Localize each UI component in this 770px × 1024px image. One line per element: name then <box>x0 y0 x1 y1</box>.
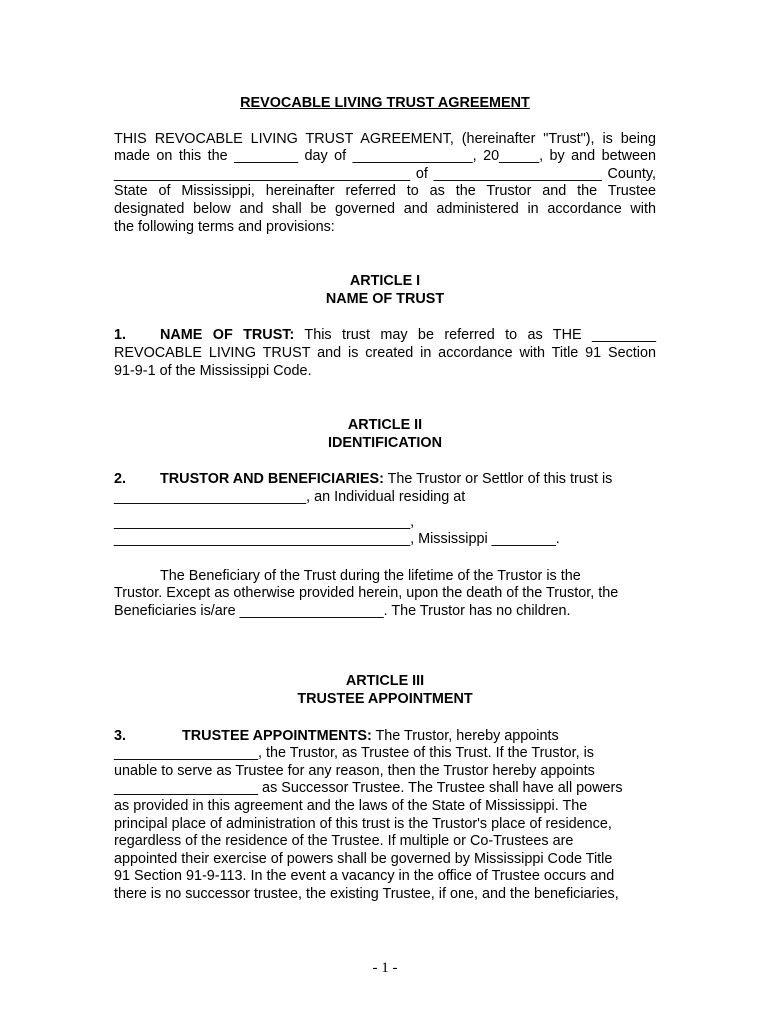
section-1-first-line <box>114 327 656 345</box>
intro-line: _____________________________________ of _____________________ County, <box>114 165 656 182</box>
intro-line: the following terms and provisions: <box>114 218 335 235</box>
section-lead: TRUSTEE APPOINTMENTS: <box>182 727 372 744</box>
article-1-subheading: NAME OF TRUST <box>325 290 445 307</box>
section-line: appointed their exercise of powers shall be governed by Mississippi Code Title <box>114 850 613 867</box>
section-number: 2. <box>114 471 127 488</box>
article-1-heading: ARTICLE I <box>349 273 421 290</box>
section-line: as provided in this agreement and the laws of the State of Mississippi. The <box>114 798 588 815</box>
intro-line: designated below and shall be governed and administered in accordance with <box>114 200 656 217</box>
article-3-section <box>114 728 656 904</box>
document-body <box>114 95 656 904</box>
paragraph-line: Trustor. Except as otherwise provided herein, upon the death of the Trustor, the <box>114 585 619 602</box>
article-2-subheading: IDENTIFICATION <box>327 434 443 451</box>
section-number: 3. <box>114 727 127 744</box>
section-line: there is no successor trustee, the existing Trustee, if one, and the beneficiaries, <box>114 886 619 902</box>
section-text: The Trustor, hereby appoints <box>371 727 559 744</box>
section-line: unable to serve as Trustee for any reason, then the Trustor hereby appoints <box>114 762 595 779</box>
section-number: 1. <box>114 327 127 344</box>
document-title: REVOCABLE LIVING TRUST AGREEMENT <box>240 95 530 111</box>
article-3-subheading: TRUSTEE APPOINTMENT <box>297 691 473 708</box>
intro-line: State of Mississippi, hereinafter referred to as the Trustor and the Trustee <box>114 183 656 200</box>
intro-line: made on this the ________ day of _______________, 20_____, by and between <box>114 148 656 165</box>
section-line: regardless of the residence of the Trustee. If multiple or Co-Trustees are <box>114 833 574 850</box>
article-2-heading: ARTICLE II <box>347 417 423 434</box>
paragraph-line: The Beneficiary of the Trust during the lifetime of the Trustor is the <box>160 567 581 584</box>
page-number: - 1 - <box>372 960 398 976</box>
section-line: __________________ as Successor Trustee. The Trustee shall have all powers <box>114 780 623 797</box>
paragraph-line: Beneficiaries is/are __________________. The Trustor has no children. <box>114 602 571 619</box>
article-3-heading: ARTICLE III <box>345 673 425 690</box>
beneficiary-paragraph <box>114 568 656 621</box>
section-2-first-line <box>114 471 656 489</box>
section-line: __________________, the Trustor, as Trustee of this Trust. If the Trustor, is <box>114 745 594 762</box>
section-line: principal place of administration of this trust is the Trustor's place of residence, <box>114 815 612 832</box>
section-line: ________________________, an Individual residing at <box>114 488 466 505</box>
section-line: REVOCABLE LIVING TRUST and is created in accordance with Title 91 Section <box>114 344 656 361</box>
section-text: The Trustor or Settlor of this trust is <box>383 471 613 488</box>
section-line: _____________________________________, <box>114 513 415 530</box>
article-2-section <box>114 471 656 548</box>
intro-paragraph <box>114 131 656 237</box>
article-1-section <box>114 327 656 380</box>
section-line: 91-9-1 of the Mississippi Code. <box>114 362 312 379</box>
section-3-first-line <box>114 728 656 746</box>
section-lead: NAME OF TRUST: <box>160 327 295 344</box>
section-line: 91 Section 91-9-113. In the event a vacancy in the office of Trustee occurs and <box>114 868 615 885</box>
section-line: _____________________________________, Mississippi ________. <box>114 531 560 548</box>
section-text: This trust may be referred to as THE ________ <box>294 327 657 344</box>
section-lead: TRUSTOR AND BENEFICIARIES: <box>160 471 384 488</box>
intro-line: THIS REVOCABLE LIVING TRUST AGREEMENT, (hereinafter "Trust"), is being <box>114 130 656 147</box>
